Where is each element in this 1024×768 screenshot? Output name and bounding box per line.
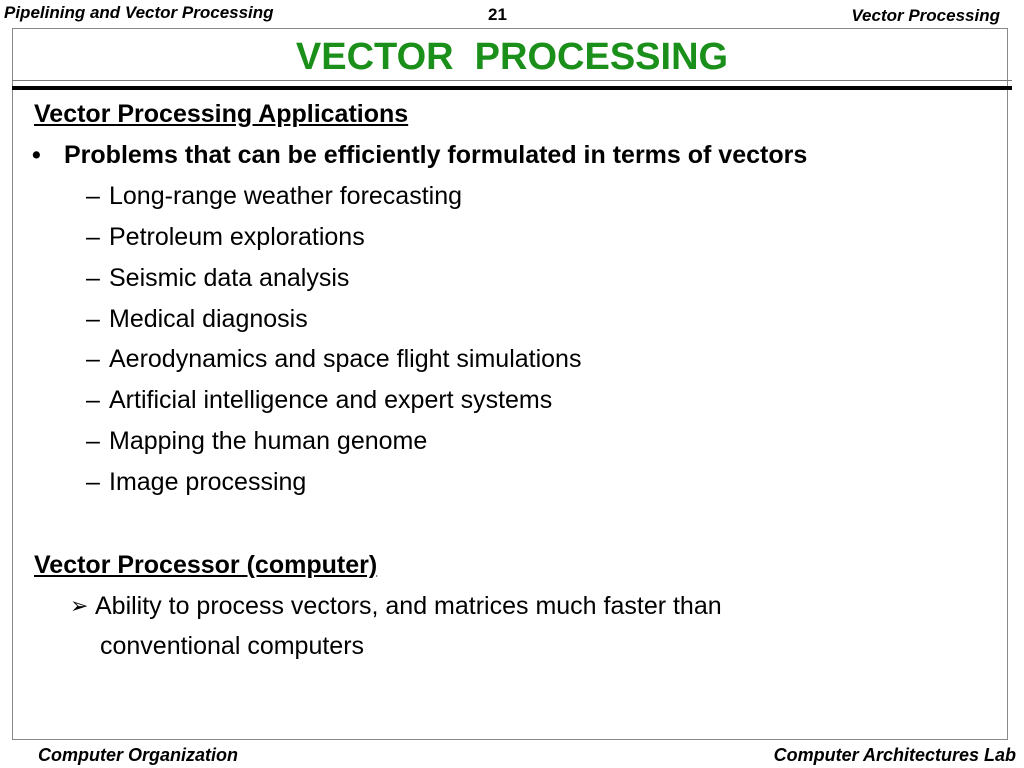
dash-marker: – [86, 468, 100, 496]
processor-description-line2: conventional computers [100, 632, 365, 660]
dash-marker: – [86, 427, 100, 455]
page-number: 21 [488, 5, 507, 24]
list-item: Long-range weather forecasting [109, 182, 463, 210]
dash-marker: – [86, 386, 100, 414]
title-divider-thin [12, 80, 1012, 81]
list-item: Petroleum explorations [109, 223, 365, 251]
slide-title: VECTOR PROCESSING [295, 36, 729, 78]
header-topic: Vector Processing [851, 6, 1000, 25]
processor-description-line1: Ability to process vectors, and matrices much faster than [95, 592, 722, 620]
list-item: Mapping the human genome [109, 427, 428, 455]
bullet-marker: • [32, 141, 41, 169]
dash-marker: – [86, 223, 100, 251]
list-item: Aerodynamics and space flight simulations [109, 345, 582, 373]
dash-marker: – [86, 345, 100, 373]
list-item: Medical diagnosis [109, 305, 308, 333]
list-item: Image processing [109, 468, 307, 496]
dash-marker: – [86, 182, 100, 210]
list-item: Seismic data analysis [109, 264, 350, 292]
arrow-bullet-icon: ➢ [70, 593, 89, 618]
section-heading-applications: Vector Processing Applications [34, 100, 409, 128]
header-course-title: Pipelining and Vector Processing [4, 3, 274, 22]
dash-marker: – [86, 305, 100, 333]
footer-lab: Computer Architectures Lab [773, 745, 1016, 765]
section-heading-processor: Vector Processor (computer) [34, 551, 378, 579]
footer-course: Computer Organization [38, 745, 239, 765]
bullet-problems: Problems that can be efficiently formulated in terms of vectors [64, 141, 808, 169]
dash-marker: – [86, 264, 100, 292]
title-divider-thick [12, 86, 1012, 90]
list-item: Artificial intelligence and expert systems [109, 386, 553, 414]
